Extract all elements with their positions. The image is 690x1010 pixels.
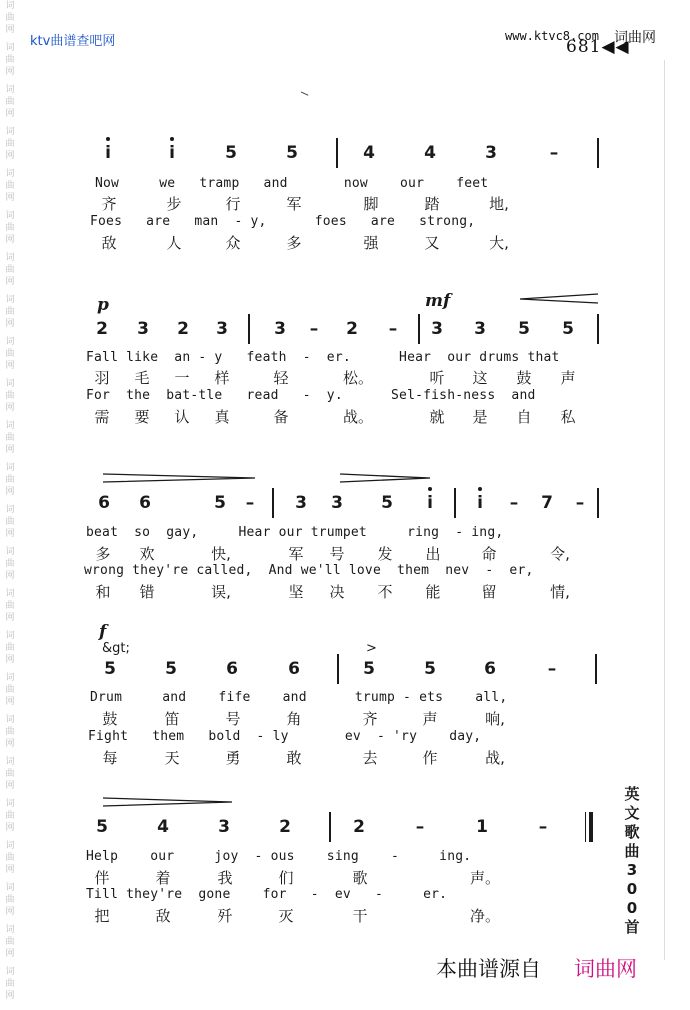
note: 5 [424,659,436,679]
note: – [575,493,585,513]
lyric-chinese: 齐 [362,710,378,728]
lyric-english-verse-1: Fall like an - y feath - er. Hear our drums that [86,350,560,365]
margin-watermark-char: 词 [5,1,15,11]
margin-watermark-char: 网 [5,151,15,161]
lyric-chinese: 踏 [424,195,440,213]
note: 5 [381,493,393,513]
lyric-chinese: 快, [211,545,231,563]
note: 4 [424,143,436,163]
note: i [418,493,442,513]
note: 2 [353,817,365,837]
dynamic-marking: p [97,295,109,315]
margin-watermark-char: 曲 [5,181,15,191]
lyric-chinese: 听 [429,369,445,387]
lyric-chinese: 备 [273,408,289,426]
lyric-english-verse-1: Drum and fife and trump - ets all, [90,690,508,705]
note: 5 [286,143,298,163]
lyric-chinese: 军 [286,195,302,213]
margin-watermark-char: 词 [5,169,15,179]
lyric-chinese: 着 [155,869,171,887]
lyric-chinese: 响, [485,710,505,728]
lyric-chinese: 战, [485,749,505,767]
margin-watermark-char: 网 [5,67,15,77]
margin-watermark-char: 网 [5,319,15,329]
lyric-chinese: 错 [139,583,155,601]
lyric-chinese: 样 [214,369,230,387]
lyric-english-verse-1: Help our joy - ous sing - ing. [86,849,472,864]
note: 3 [431,319,443,339]
note: 4 [363,143,375,163]
lyric-chinese: 轻 [273,369,289,387]
note: 4 [157,817,169,837]
note: – [388,319,398,339]
margin-watermark-char: 词 [5,589,15,599]
lyric-chinese: 命 [481,545,497,563]
note: 3 [218,817,230,837]
dynamic-marking: mf [425,291,451,311]
lyric-chinese: 这 [472,369,488,387]
note: 5 [225,143,237,163]
margin-watermark-char: 曲 [5,349,15,359]
lyric-chinese: 勇 [225,749,241,767]
lyric-chinese: 去 [362,749,378,767]
hairpin-2 [103,474,255,482]
margin-watermark-char: 网 [5,235,15,245]
note: 3 [137,319,149,339]
margin-watermark-char: 词 [5,43,15,53]
lyric-chinese: 们 [278,869,294,887]
margin-watermark-char: 词 [5,673,15,683]
note: – [415,817,425,837]
margin-watermark-char: 网 [5,907,15,917]
note: 5 [165,659,177,679]
lyric-chinese: 留 [481,583,497,601]
lyric-chinese: 要 [134,408,150,426]
margin-watermark-char: 词 [5,211,15,221]
lyric-chinese: 坚 [288,583,304,601]
book-title-char: 0 [626,880,638,898]
bar-line [595,654,597,684]
note: 3 [331,493,343,513]
bar-line [597,314,599,344]
margin-watermark-char: 词 [5,421,15,431]
lyric-chinese: 多 [286,234,302,252]
note: – [309,319,319,339]
note: 3 [216,319,228,339]
margin-watermark-char: 曲 [5,769,15,779]
lyric-chinese: 众 [225,234,241,252]
margin-watermark-char: 曲 [5,937,15,947]
accent-mark: &gt; [102,641,130,656]
margin-watermark-char: 曲 [5,979,15,989]
margin-watermark-char: 网 [5,949,15,959]
hairpin-1 [520,294,598,303]
lyric-chinese: 敢 [286,749,302,767]
margin-watermark-char: 词 [5,463,15,473]
note: – [509,493,519,513]
lyric-chinese: 净。 [470,907,501,925]
margin-watermark-char: 词 [5,631,15,641]
lyric-chinese: 作 [422,749,438,767]
note: 6 [288,659,300,679]
margin-watermark-char: 词 [5,127,15,137]
note: 5 [518,319,530,339]
lyric-chinese: 把 [94,907,110,925]
margin-watermark-char: 词 [5,925,15,935]
lyric-chinese: 敌 [101,234,117,252]
note: i [468,493,492,513]
lyric-chinese: 天 [164,749,180,767]
margin-watermark-char: 曲 [5,475,15,485]
bar-line [597,488,599,518]
lyric-chinese: 又 [424,234,440,252]
note: – [245,493,255,513]
margin-watermark-char: 词 [5,85,15,95]
margin-watermark-char: 词 [5,337,15,347]
margin-watermark-char: 网 [5,25,15,35]
lyric-chinese: 令, [550,545,570,563]
final-bar-thick [589,812,593,842]
note: 5 [104,659,116,679]
lyric-chinese: 歌 [352,869,368,887]
lyric-chinese: 号 [329,545,345,563]
note: 5 [562,319,574,339]
margin-watermark-char: 词 [5,505,15,515]
margin-watermark-char: 曲 [5,307,15,317]
note: 6 [98,493,110,513]
book-title-char: 0 [626,899,638,917]
bar-line [597,138,599,168]
site-name[interactable]: 词曲网 [614,30,656,46]
lyric-chinese: 是 [472,408,488,426]
margin-watermark-char: 曲 [5,391,15,401]
hairpin-3 [340,474,430,482]
note: 3 [274,319,286,339]
lyric-chinese: 能 [425,583,441,601]
lyric-chinese: 认 [174,408,190,426]
final-bar-thin [585,812,586,842]
lyric-chinese: 战。 [343,408,374,426]
note: 5 [363,659,375,679]
note: – [538,817,548,837]
note: 5 [214,493,226,513]
lyric-chinese: 笛 [164,710,180,728]
lyric-chinese: 敌 [155,907,171,925]
lyric-chinese: 灭 [278,907,294,925]
lyric-english-verse-2: wrong they're called, And we'll love them nev - er, [84,563,534,578]
note: – [547,659,557,679]
margin-watermark-char: 词 [5,253,15,263]
site-url[interactable]: www.ktvc8.com [505,29,599,43]
lyric-chinese: 声 [560,369,576,387]
margin-watermark-char: 曲 [5,727,15,737]
lyric-chinese: 误, [211,583,231,601]
lyric-chinese: 地, [489,195,509,213]
footer-source-text: 本曲谱源自 [436,957,541,981]
note: 7 [541,493,553,513]
bar-line [272,488,274,518]
book-title-char: 曲 [624,842,640,860]
margin-watermark-char: 曲 [5,811,15,821]
margin-watermark-char: 词 [5,967,15,977]
lyric-chinese: 干 [352,907,368,925]
margin-watermark-char: 网 [5,613,15,623]
margin-watermark-char: 网 [5,277,15,287]
margin-watermark-char: 词 [5,379,15,389]
bar-line [248,314,250,344]
lyric-chinese: 行 [225,195,241,213]
lyric-chinese: 欢 [139,545,155,563]
note: – [549,143,559,163]
margin-watermark-char: 词 [5,715,15,725]
note: 2 [177,319,189,339]
bar-line [329,812,331,842]
page-number: 681◀◀ [566,37,630,57]
margin-watermark-char: 词 [5,883,15,893]
margin-watermark-char: 曲 [5,55,15,65]
lyric-chinese: 脚 [363,195,379,213]
bar-line [418,314,420,344]
margin-watermark-char: 曲 [5,895,15,905]
margin-watermark-char: 曲 [5,97,15,107]
margin-watermark-char: 曲 [5,559,15,569]
lyric-chinese: 号 [225,710,241,728]
lyric-chinese: 强 [363,234,379,252]
margin-watermark-char: 曲 [5,13,15,23]
accent-mark: > [366,641,377,656]
margin-watermark-char: 曲 [5,433,15,443]
book-title-char: 文 [624,804,640,822]
margin-watermark-char: 词 [5,799,15,809]
lyric-chinese: 每 [102,749,118,767]
lyric-chinese: 不 [377,583,393,601]
note: i [160,143,184,163]
lyric-english-verse-1: Now we tramp and now our feet [95,176,489,191]
lyric-chinese: 毛 [134,369,150,387]
margin-watermark-char: 网 [5,991,15,1001]
lyric-chinese: 自 [516,408,532,426]
lyric-chinese: 松。 [343,369,374,387]
bar-line [337,654,339,684]
margin-watermark-char: 网 [5,403,15,413]
margin-watermark-char: 词 [5,295,15,305]
lyric-chinese: 声 [422,710,438,728]
lyric-chinese: 人 [166,234,182,252]
margin-watermark-char: 曲 [5,853,15,863]
note: 3 [474,319,486,339]
lyric-chinese: 军 [288,545,304,563]
margin-watermark-char: 曲 [5,223,15,233]
lyric-chinese: 鼓 [102,710,118,728]
lyric-chinese: 和 [95,583,111,601]
note: 1 [476,817,488,837]
lyric-chinese: 一 [174,369,190,387]
margin-watermark-char: 词 [5,757,15,767]
lyric-chinese: 角 [286,710,302,728]
lyric-chinese: 歼 [217,907,233,925]
bar-line [336,138,338,168]
lyric-chinese: 需 [94,408,110,426]
book-title-char: 首 [624,918,640,936]
margin-watermark-char: 网 [5,571,15,581]
lyric-chinese: 多 [95,545,111,563]
margin-watermark-char: 词 [5,841,15,851]
lyric-chinese: 声。 [470,869,501,887]
margin-watermark-char: 词 [5,547,15,557]
bar-line [454,488,456,518]
lyric-chinese: 私 [560,408,576,426]
lyric-chinese: 我 [217,869,233,887]
note: 2 [96,319,108,339]
lyric-chinese: 真 [214,408,230,426]
margin-watermark-char: 曲 [5,601,15,611]
lyric-english-verse-2: For the bat-tle read - y. Sel-fish-ness and [86,388,536,403]
margin-watermark-char: 网 [5,781,15,791]
note: 2 [279,817,291,837]
dynamic-marking: f [99,622,107,642]
site-logo-left[interactable]: ktv曲谱查吧网 [30,34,116,49]
margin-watermark-char: 网 [5,739,15,749]
note: 5 [96,817,108,837]
lyric-english-verse-2: Foes are man - y, foes are strong, [90,214,476,229]
margin-watermark-char: 网 [5,865,15,875]
hairpin-4 [103,798,232,806]
book-title-vertical [621,785,643,937]
lyric-english-verse-2: Fight them bold - ly ev - 'ry day, [88,729,482,744]
note: 3 [485,143,497,163]
lyric-chinese: 步 [166,195,182,213]
margin-watermark-char: 曲 [5,685,15,695]
lyric-chinese: 发 [377,545,393,563]
lyric-chinese: 齐 [101,195,117,213]
note: 6 [139,493,151,513]
margin-watermark-char: 网 [5,655,15,665]
lyric-chinese: 出 [425,545,441,563]
margin-watermark-char: 网 [5,823,15,833]
margin-watermark-char: 曲 [5,517,15,527]
lyric-chinese: 羽 [94,369,110,387]
note: 6 [484,659,496,679]
margin-watermark-char: 网 [5,487,15,497]
note: 3 [295,493,307,513]
lyric-chinese: 情, [550,583,570,601]
note: i [96,143,120,163]
footer-brand-link[interactable]: 词曲网 [574,957,637,981]
lyric-chinese: 大, [489,234,509,252]
margin-watermark-char: 网 [5,529,15,539]
lyric-chinese: 就 [429,408,445,426]
note: 2 [346,319,358,339]
lyric-english-verse-2: Till they're gone for - ev - er. [86,887,448,902]
book-title-char: 英 [624,785,640,803]
lyric-chinese: 决 [329,583,345,601]
margin-watermark-char: 网 [5,697,15,707]
margin-watermark-char: 曲 [5,139,15,149]
margin-watermark-char: 曲 [5,643,15,653]
margin-watermark-char: 网 [5,193,15,203]
book-title-char: 歌 [624,823,640,841]
margin-watermark-char: 网 [5,361,15,371]
lyric-chinese: 伴 [94,869,110,887]
book-title-char: 3 [626,861,638,879]
lyric-english-verse-1: beat so gay, Hear our trumpet ring - ing, [86,525,504,540]
lyric-chinese: 鼓 [516,369,532,387]
margin-watermark-char: 网 [5,445,15,455]
margin-watermark-char: 曲 [5,265,15,275]
margin-watermark-char: 网 [5,109,15,119]
note: 6 [226,659,238,679]
